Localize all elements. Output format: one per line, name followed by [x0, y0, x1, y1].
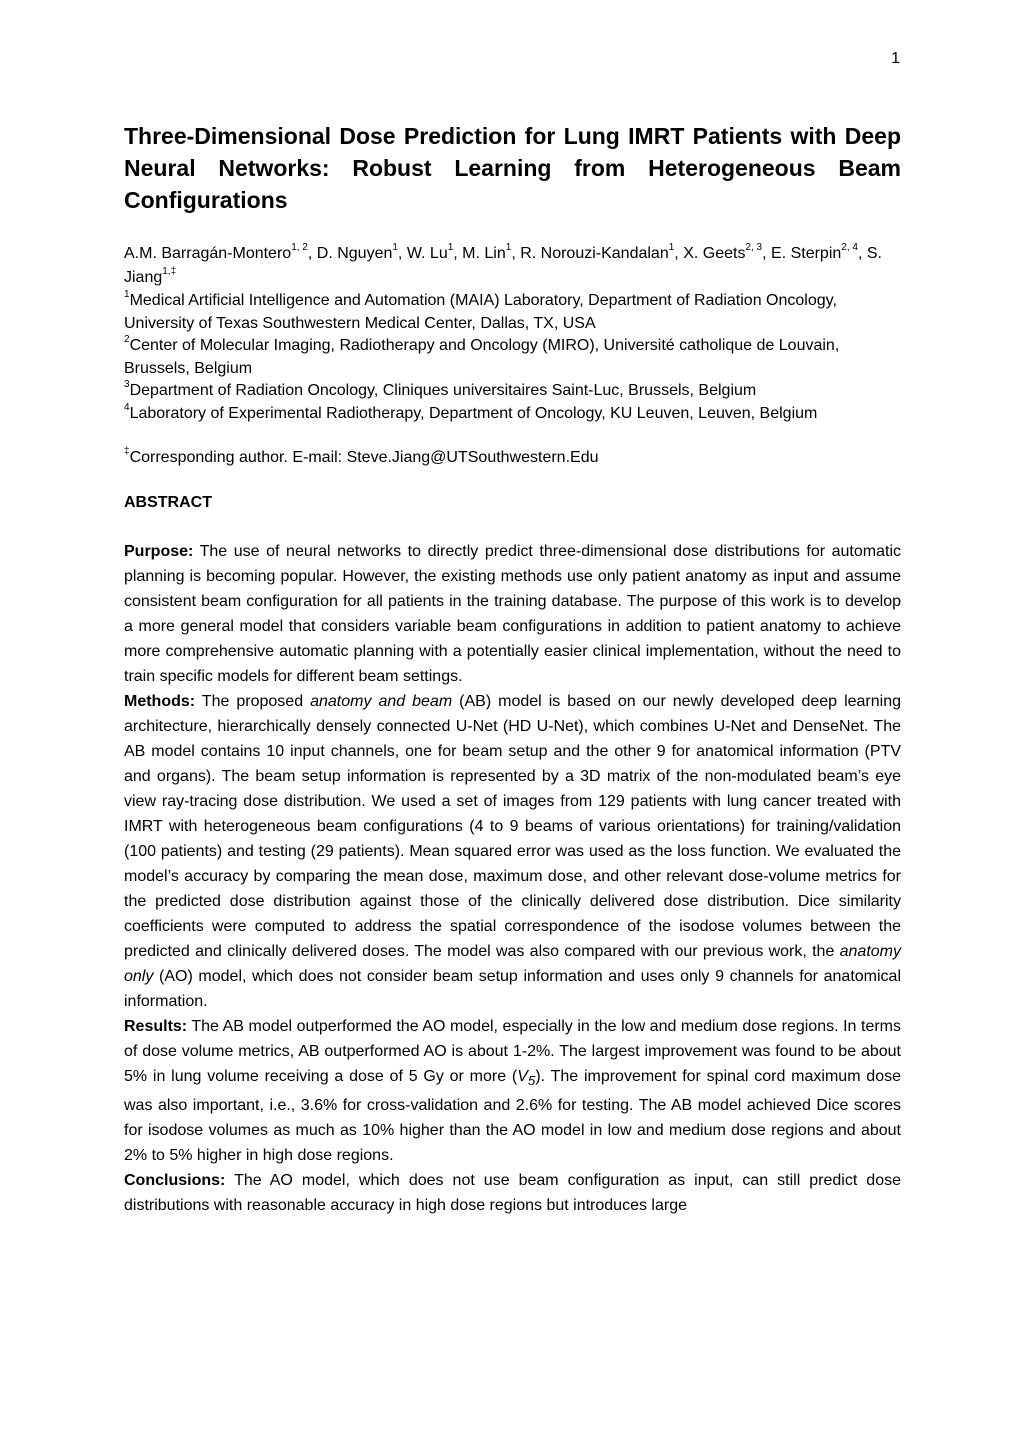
affiliation: [124, 290, 901, 335]
author-affiliation-marker: 1: [668, 242, 675, 253]
affiliation-text: Department of Radiation Oncology, Cliniques universitaires Saint-Luc, Brussels, Belgium: [129, 382, 757, 399]
author-name: E. Sterpin: [771, 245, 842, 262]
author-affiliation-marker: 1: [447, 242, 454, 253]
author-affiliation-marker: 1, 2: [291, 242, 308, 253]
abstract-results: Results: The AB model outperformed the AO model, especially in the low and medium dose regions. In terms of dose volume metrics, AB outperformed AO is about 1-2%. The largest improvement was found to be about 5% in lung volume receiving a dose of 5 Gy or more $(V_5)$. The improvement for spinal cord maximum dose was also important, i.e., 3.6% for cross-validation and 2.6% for testing. The AB model achieved Dice scores for isodose volumes as much as 10% higher than the AO model in low and medium dose regions and about 2% to 5% higher in high dose regions.: [124, 1018, 902, 1165]
affiliation-marker: 3: [124, 379, 130, 390]
author-name: A.M. Barragán-Montero: [124, 245, 292, 262]
purpose-label: Purpose:: [124, 543, 194, 560]
author-affiliation-marker: 1: [392, 242, 398, 253]
author-affiliation-marker: 2, 3: [745, 242, 763, 253]
corresponding-author: [124, 447, 901, 469]
author-list: A.M. Barragán-Montero$^{1, 2}$, D. Nguyen$^1$, W. Lu$^1$, M. Lin$^1$, R. Norouzi-Kandalan$^1$, X. Geets$^{2, 3}$, E. Sterpin$^{2, 4}$, S. Jiang$^{1,\ddagger}$: [124, 242, 882, 286]
author-affiliation-marker: 2, 4: [841, 242, 858, 253]
affiliation-text: Laboratory of Experimental Radiotherapy, Department of Oncology, KU Leuven, Leuven, Belgium: [129, 404, 818, 422]
corresponding-text: Corresponding author. E-mail: Steve.Jiang@UTSouthwestern.Edu: [129, 449, 599, 466]
affiliation: [124, 335, 901, 380]
anatomy-and-beam-term: anatomy and beam: [310, 693, 453, 710]
abstract-heading: ABSTRACT: [124, 494, 212, 511]
author-affiliation-marker: 1: [505, 242, 512, 253]
corresponding-marker: ‡: [124, 446, 130, 457]
author-name: M. Lin: [462, 245, 506, 262]
author-affiliation-marker: 1,‡: [162, 266, 177, 277]
affiliation-marker: 4: [124, 401, 130, 413]
affiliation: [124, 403, 901, 426]
purpose-text: The use of neural networks to directly predict three-dimensional dose distributions for automatic planning is becoming popular. However, the existing methods use only patient anatomy as input and assume consistent beam configuration for all patients in the training database. The purpose of this work is to develop a more general model that considers variable beam configurations in addition to patient anatomy to achieve more comprehensive automatic planning with a potentially easier clinical implementation, without the need to train specific models for different beam settings.: [124, 543, 901, 685]
abstract: [124, 539, 901, 1218]
author-name: X. Geets: [683, 245, 746, 262]
author-name: W. Lu: [406, 245, 448, 262]
conclusions-text: The AO model, which does not use beam configuration as input, can still predict dose distributions with reasonable accuracy in high dose regions but introduces large: [124, 1172, 901, 1215]
abstract-conclusions: [124, 1168, 901, 1218]
methods-label: Methods:: [124, 693, 196, 710]
paper-title: Three-Dimensional Dose Prediction for Lung IMRT Patients with Deep Neural Networks: Robust Learning from Heterogeneous Beam Configurations: [124, 123, 901, 213]
page-number: 1: [891, 50, 900, 67]
v5-symbol: $V_5$: [517, 1068, 536, 1089]
anatomy-only-term: anatomy only: [124, 943, 901, 985]
paper-body: [124, 120, 901, 1218]
results-label: Results:: [124, 1018, 188, 1035]
author-name: D. Nguyen: [316, 245, 393, 262]
affiliation: [124, 380, 901, 403]
abstract-methods: Methods: The proposed anatomy and beam (AB) model is based on our newly developed deep learning architecture, hierarchically densely connected U-Net (HD U-Net), which combines U-Net and DenseNet. The AB model contains 10 input channels, one for beam setup and the other 9 for anatomical information (PTV and organs). The beam setup information is represented by a 3D matrix of the non-modulated beam’s eye view ray-tracing dose distribution. We used a set of images from 129 patients with lung cancer treated with IMRT with heterogeneous beam configurations (4 to 9 beams of various orientations) for training/validation (100 patients) and testing (29 patients). Mean squared error was used as the loss function. We evaluated the model’s accuracy by comparing the mean dose, maximum dose, and other relevant dose-volume metrics for the predicted dose distribution against those of the clinically delivered dose distribution. Dice similarity coefficients were computed to address the spatial correspondence of the isodose volumes between the predicted and clinically delivered doses. The model was also compared with our previous work, the anatomy only (AO) model, which does not consider beam setup information and uses only 9 channels for anatomical information.: [124, 693, 902, 1010]
affiliation-marker: 1: [124, 289, 130, 300]
author-name: R. Norouzi-Kandalan: [520, 245, 669, 262]
affiliation-text: Medical Artificial Intelligence and Automation (MAIA) Laboratory, Department of Radiation Oncology, University of Texas Southwestern Medical Center, Dallas, TX, USA: [124, 292, 837, 332]
abstract-purpose: [124, 539, 901, 689]
conclusions-label: Conclusions:: [124, 1172, 226, 1190]
affiliation-marker: 2: [124, 334, 130, 345]
affiliation-text: Center of Molecular Imaging, Radiotherapy and Oncology (MIRO), Université catholique de Louvain, Brussels, Belgium: [124, 337, 840, 377]
author-name: S. Jiang: [124, 245, 882, 286]
